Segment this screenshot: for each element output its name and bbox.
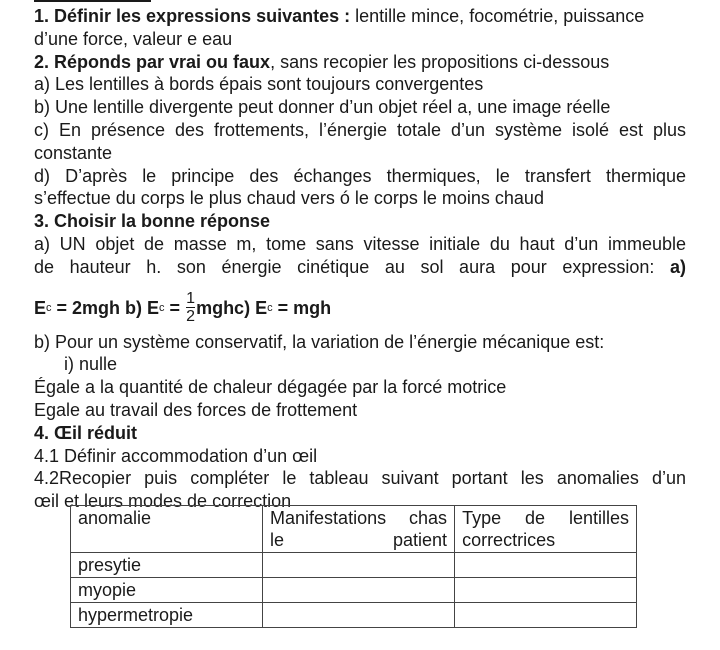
equals-sign: = [164, 297, 186, 318]
cell-manifestations [263, 603, 455, 628]
question-3b-option-iii: Egale au travail des forces de frottement [34, 399, 358, 420]
question-3a-line2 [34, 256, 686, 279]
question-3a-line1: a) UN objet de masse m, tome sans vitesse initiale du haut d’un immeuble [34, 233, 686, 254]
question-3b-option-ii: Égale a la quantité de chaleur dégagée par la forcé motrice [34, 377, 507, 398]
one-half-fraction [186, 290, 195, 325]
top-rule [34, 0, 151, 2]
ec-symbol: E [147, 297, 160, 318]
question-2-text: , sans recopier les propositions ci-dessous [270, 51, 610, 72]
question-4-2-line2: œil et leurs modes de correction [34, 491, 292, 512]
question-3b-option-i: i) nulle [64, 354, 118, 375]
table-header-row [71, 506, 637, 553]
table-row [71, 553, 637, 578]
energy-formula-options [34, 279, 686, 331]
question-4-title-text: 4. Œil réduit [34, 422, 138, 443]
fraction-numerator: 1 [186, 290, 196, 308]
table-row [71, 603, 637, 628]
header-lens-type: Type de lentilles correctrices [455, 506, 637, 553]
cell-anomaly: myopie [71, 578, 263, 603]
option-c-formula: = mgh [272, 297, 332, 318]
cell-manifestations [263, 578, 455, 603]
question-2-title: 2. Réponds par vrai ou faux [34, 51, 271, 72]
cell-manifestations [263, 553, 455, 578]
cell-lens-type [455, 603, 637, 628]
question-2 [34, 51, 686, 74]
question-1-text: lentille mince, focométrie, puissance [350, 6, 645, 26]
cell-anomaly: presytie [71, 553, 263, 578]
ec-symbol: E [34, 297, 47, 318]
question-4-title [34, 422, 686, 445]
option-a-label: a) [669, 256, 686, 277]
question-2a: a) Les lentilles à bords épais sont toujours convergentes [34, 74, 484, 95]
question-1 [34, 5, 686, 28]
question-1-title: 1. Définir les expressions suivantes : [34, 6, 351, 26]
question-2c-line1: c) En présence des frottements, l’énergie totale d’un système isolé est plus [34, 119, 686, 140]
cell-lens-type [455, 578, 637, 603]
question-4-1: 4.1 Définir accommodation d’un œil [34, 445, 318, 466]
anomalies-table [70, 505, 637, 628]
ec-symbol: E [255, 297, 268, 318]
ec-subscript: c [267, 301, 273, 314]
ec-subscript: c [46, 301, 52, 314]
document-body [34, 5, 686, 513]
question-2d-line1: d) D’après le principe des échanges thermiques, le transfert thermique [34, 165, 686, 186]
cell-anomaly: hypermetropie [71, 603, 263, 628]
fraction-denominator: 2 [186, 308, 196, 326]
question-3-title [34, 210, 686, 233]
ec-subscript: c [159, 301, 165, 314]
header-anomalie: anomalie [71, 506, 263, 553]
question-4-2-line1: 4.2Recopier puis compléter le tableau suivant portant les anomalies d’un [34, 468, 686, 489]
question-1-line2: d’une force, valeur e eau [34, 28, 233, 49]
option-b-formula: mghc) [196, 297, 256, 318]
question-2d-line2: s’effectue du corps le plus chaud vers ó le corps le moins chaud [34, 188, 544, 209]
question-3b: b) Pour un système conservatif, la variation de l’énergie mécanique est: [34, 331, 605, 352]
table-row [71, 578, 637, 603]
question-2b: b) Une lentille divergente peut donner d’un objet réel a, une image réelle [34, 97, 611, 118]
option-a-formula: = 2mgh b) [51, 297, 148, 318]
cell-lens-type [455, 553, 637, 578]
question-3a-text: de hauteur h. son énergie cinétique au sol aura pour expression: [34, 256, 670, 277]
question-2c-line2: constante [34, 142, 113, 163]
question-3-title-text: 3. Choisir la bonne réponse [34, 211, 271, 232]
header-manifestations: Manifestations chas le patient [263, 506, 455, 553]
